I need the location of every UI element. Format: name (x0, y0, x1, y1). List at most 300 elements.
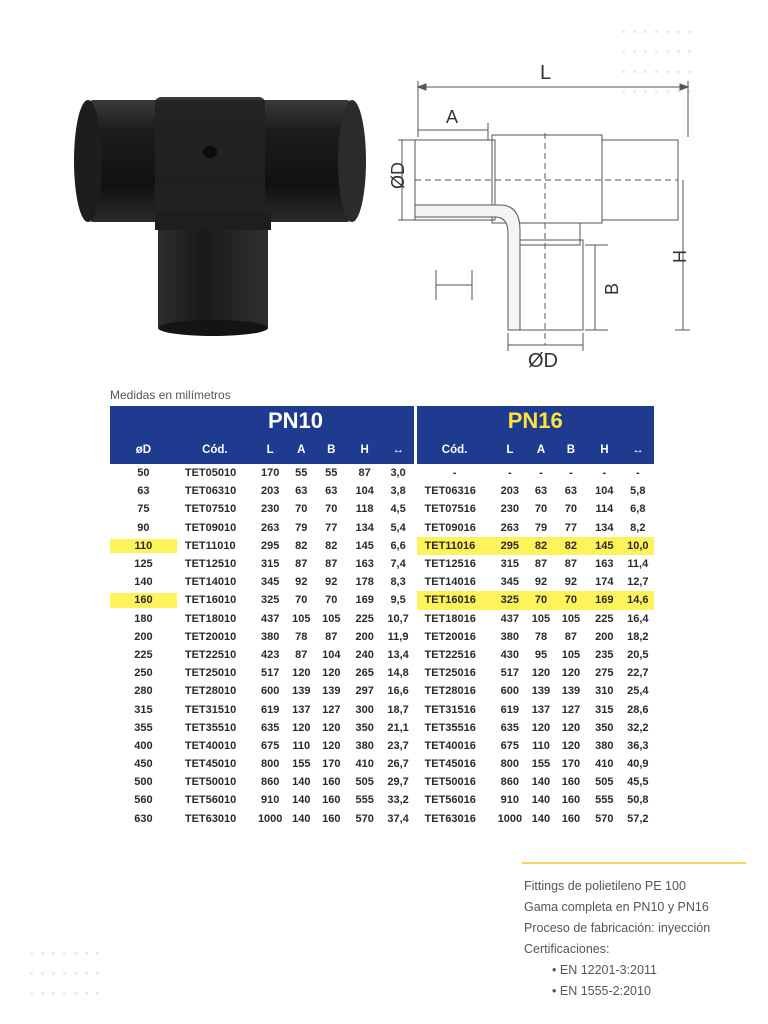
pn16-cell: 105 (561, 612, 581, 625)
pn16-cell: 160 (561, 776, 581, 789)
pn10-col-header: B (315, 436, 347, 464)
pn10-cell: 265 (355, 667, 374, 680)
pn16-cell: 170 (561, 758, 581, 771)
pn10-cell: 380 (355, 739, 374, 752)
od-cell: 500 (134, 776, 153, 789)
col-od-header: øD (110, 436, 177, 464)
pn16-cell: 163 (595, 558, 614, 571)
table-row (110, 810, 654, 828)
pn16-cell: 800 (500, 758, 520, 771)
pn10-cell: 178 (355, 576, 374, 589)
pn10-cell: 325 (261, 594, 280, 607)
pn10-cell: 139 (322, 685, 341, 698)
pn16-cell: 1000 (497, 812, 523, 825)
table-row (110, 755, 654, 773)
pn16-cell: 345 (500, 576, 520, 589)
pn16-cell: 263 (500, 521, 520, 534)
pn16-cell: 87 (564, 630, 578, 643)
pn16-cell: 70 (527, 591, 555, 609)
tee-fitting-technical-drawing (380, 55, 710, 385)
pn16-cell: 78 (534, 630, 548, 643)
pn10-cell: 26,7 (387, 758, 409, 771)
tee-fitting-photo (70, 92, 370, 337)
pn16-cell: 174 (595, 576, 614, 589)
pn10-cell: 104 (322, 648, 341, 661)
pn10-cell: 8,3 (390, 576, 406, 589)
pn16-cell: 20,5 (627, 648, 649, 661)
pn16-cell: 139 (561, 685, 581, 698)
pn10-cell: 37,4 (387, 812, 409, 825)
pn10-cell: 170 (322, 758, 341, 771)
pn10-cell: 70 (295, 503, 308, 516)
table-row (110, 700, 654, 718)
pn16-cell: - (569, 467, 573, 480)
pn16-cell: 82 (527, 537, 555, 555)
pn10-cell: 169 (355, 594, 374, 607)
pn16-cell: 104 (595, 485, 614, 498)
pn16-cell: 139 (531, 685, 551, 698)
pn10-cell: 120 (322, 721, 341, 734)
pn16-cell: 18,2 (627, 630, 649, 643)
pn16-cell: 160 (561, 812, 581, 825)
note-line: Certificaciones: (524, 942, 610, 956)
pn16-cell: 350 (595, 721, 614, 734)
pn10-cell: 87 (325, 558, 338, 571)
pn10-cell: 295 (261, 539, 280, 552)
pn16-cell: 120 (531, 721, 551, 734)
note-line: Proceso de fabricación: inyección (524, 921, 711, 935)
pn10-cell: 423 (261, 648, 280, 661)
pn16-cell: 160 (561, 794, 581, 807)
pn16-cell: 600 (500, 685, 520, 698)
pn16-cell: 127 (561, 703, 581, 716)
pn10-cell: 155 (292, 758, 311, 771)
pn16-cell: - (602, 467, 607, 480)
pn16-cell: TET09016 (424, 521, 476, 534)
od-cell: 560 (134, 794, 153, 807)
pn10-cell: 350 (355, 721, 374, 734)
header-corner (110, 406, 177, 436)
dimensions-table (110, 406, 654, 828)
pn10-col-header: L (253, 436, 288, 464)
pn10-cell: TET14010 (184, 576, 237, 589)
pn16-cell: 45,5 (627, 776, 649, 789)
pn16-cell: 87 (534, 558, 548, 571)
pn16-cell: TET35516 (424, 721, 476, 734)
pn10-cell: 300 (355, 703, 374, 716)
pn16-cell: TET07516 (424, 503, 476, 516)
pn16-cell: 295 (493, 537, 528, 555)
pn16-cell: 105 (561, 648, 581, 661)
pn10-cell: 380 (261, 630, 280, 643)
od-cell: 140 (134, 576, 153, 589)
dim-label-H: H (670, 250, 690, 263)
pn16-col-header: B (555, 436, 587, 464)
pn16-cell: 87 (564, 558, 578, 571)
pn10-cell: 437 (261, 612, 280, 625)
pn10-cell: TET45010 (184, 758, 237, 771)
table-row (110, 791, 654, 809)
pn10-cell: 63 (295, 485, 308, 498)
pn10-cell: 134 (355, 521, 374, 534)
pn16-cell: 275 (595, 667, 614, 680)
pn10-cell: TET63010 (184, 812, 237, 825)
pn10-cell: 11,9 (387, 630, 409, 643)
pn16-cell: 8,2 (630, 521, 646, 534)
pn16-cell: 25,4 (627, 685, 649, 698)
table-row (110, 555, 654, 573)
pn10-cell: TET25010 (184, 667, 237, 680)
pn10-cell: 297 (355, 685, 374, 698)
dim-label-A: A (446, 107, 459, 127)
table-row (110, 537, 654, 555)
pn16-cell: TET16016 (417, 591, 493, 609)
table-row (110, 591, 654, 609)
table-row (110, 737, 654, 755)
pn10-cell: 127 (322, 703, 341, 716)
pn10-cell: 140 (292, 794, 311, 807)
pn10-cell: 63 (325, 485, 338, 498)
pn10-cell: 10,7 (387, 612, 409, 625)
table-row (110, 664, 654, 682)
pn16-cell: - (539, 467, 543, 480)
table-row (110, 610, 654, 628)
pn10-cell: TET56010 (184, 794, 237, 807)
pn10-cell: 55 (325, 467, 338, 480)
pn16-cell: - (508, 467, 512, 480)
pn10-cell: 9,5 (390, 594, 406, 607)
pn16-cell: 570 (595, 812, 614, 825)
pn16-cell: 11,4 (627, 558, 649, 571)
pn10-cell: 77 (325, 521, 338, 534)
pn16-cell: 120 (561, 667, 581, 680)
pn10-cell: 78 (295, 630, 308, 643)
pn10-cell: 92 (325, 576, 338, 589)
pn10-cell: 410 (355, 758, 374, 771)
pn10-cell: 860 (261, 776, 280, 789)
pn10-cell: 145 (355, 539, 374, 552)
pn10-cell: 18,7 (387, 703, 409, 716)
pn10-cell: 1000 (257, 812, 283, 825)
pn10-cell: TET20010 (184, 630, 237, 643)
pn16-cell: TET56016 (424, 794, 476, 807)
pn16-cell: 28,6 (627, 703, 649, 716)
pn10-col-header: ↔ (382, 436, 414, 464)
table-row (110, 482, 654, 500)
pn10-cell: 120 (292, 667, 311, 680)
pn10-cell: 105 (292, 612, 311, 625)
pn16-cell: 63 (534, 485, 548, 498)
pn10-cell: 3,8 (390, 485, 406, 498)
pn16-cell: 10,0 (622, 537, 654, 555)
pn16-cell: 92 (564, 576, 578, 589)
pn10-cell: 225 (355, 612, 374, 625)
pn10-cell: 120 (322, 667, 341, 680)
pn16-cell: 134 (595, 521, 614, 534)
od-cell: 90 (137, 521, 150, 534)
pn16-cell: 82 (555, 537, 587, 555)
pn16-cell: 315 (595, 703, 614, 716)
pn16-cell: 203 (500, 485, 520, 498)
od-cell: 315 (134, 703, 153, 716)
pn10-cell: 345 (261, 576, 280, 589)
pn10-cell: TET11010 (184, 539, 236, 552)
pn16-cell: TET25016 (424, 667, 476, 680)
pn16-cell: 70 (564, 503, 578, 516)
pn16-cell: 225 (595, 612, 614, 625)
pn10-cell: 517 (261, 667, 280, 680)
pn10-cell: 118 (355, 503, 374, 516)
pn10-cell: 120 (322, 739, 341, 752)
od-cell: 75 (137, 503, 150, 516)
pn10-cell: TET22510 (184, 648, 237, 661)
pn16-cell: 675 (500, 739, 520, 752)
dim-label-B: B (602, 282, 622, 295)
pn16-cell: 555 (595, 794, 614, 807)
pn16-cell: 14,6 (622, 591, 654, 609)
pn16-cell: 63 (564, 485, 578, 498)
od-cell: 110 (110, 537, 177, 555)
table-row (110, 500, 654, 518)
table-row (110, 773, 654, 791)
pn10-cell: 230 (261, 503, 280, 516)
pn10-cell: TET31510 (184, 703, 237, 716)
pn10-cell: 92 (295, 576, 308, 589)
pn16-cell: 430 (500, 648, 520, 661)
table-row (110, 573, 654, 591)
pn10-cell: 263 (261, 521, 280, 534)
pn16-title: PN16 (417, 406, 654, 436)
pn16-col-header: ↔ (622, 436, 654, 464)
pn16-cell: 120 (561, 721, 581, 734)
pn10-cell: 140 (292, 812, 311, 825)
pn10-cell: 140 (292, 776, 311, 789)
pn10-cell: 82 (295, 539, 308, 552)
pn16-cell: 79 (534, 521, 548, 534)
dim-label-L: L (540, 62, 552, 84)
pn10-cell: 203 (261, 485, 280, 498)
pn10-cell: 13,4 (387, 648, 409, 661)
pn16-cell: 437 (500, 612, 520, 625)
pn10-cell: TET28010 (184, 685, 237, 698)
pn10-cell: 570 (355, 812, 374, 825)
pn10-cell: 33,2 (387, 794, 409, 807)
pn10-cell: 555 (355, 794, 374, 807)
table-row (110, 628, 654, 646)
pn16-cell: 230 (500, 503, 520, 516)
pn16-cell: 120 (561, 739, 581, 752)
pn16-cell: 57,2 (627, 812, 649, 825)
pn16-cell: - (635, 467, 640, 480)
pn16-cell: - (452, 467, 457, 480)
decorative-dots-bottom-left (30, 952, 170, 1012)
pn16-cell: 310 (595, 685, 614, 698)
pn16-cell: 120 (531, 667, 551, 680)
pn16-cell: TET18016 (424, 612, 476, 625)
pn10-cell: 200 (355, 630, 374, 643)
note-line: Gama completa en PN10 y PN16 (524, 900, 709, 914)
pn10-cell: 16,6 (387, 685, 409, 698)
note-line: Fittings de polietileno PE 100 (524, 879, 686, 893)
pn10-cell: 14,8 (387, 667, 409, 680)
pn10-cell: 87 (295, 648, 308, 661)
pn16-cell: 32,2 (627, 721, 649, 734)
od-cell: 160 (110, 591, 177, 609)
pn10-cell: TET07510 (184, 503, 237, 516)
pn10-cell: 21,1 (387, 721, 409, 734)
pn10-cell: 4,5 (390, 503, 406, 516)
pn16-cell: 169 (587, 591, 622, 609)
pn16-cell: TET12516 (424, 558, 476, 571)
pn16-cell: 22,7 (627, 667, 649, 680)
pn16-cell: 95 (534, 648, 548, 661)
od-cell: 450 (134, 758, 153, 771)
pn16-cell: 380 (500, 630, 520, 643)
pn16-cell: 140 (531, 794, 551, 807)
pn10-cell: 160 (322, 812, 341, 825)
pn10-cell: 675 (261, 739, 280, 752)
pn16-col-header: Cód. (417, 436, 493, 464)
dim-label-OD: ØD (388, 162, 408, 189)
pn16-cell: TET06316 (424, 485, 476, 498)
pn10-cell: TET35510 (184, 721, 237, 734)
pn10-cell: 70 (295, 594, 308, 607)
pn16-cell: 315 (500, 558, 520, 571)
pn16-cell: 380 (595, 739, 614, 752)
pn16-cell: 145 (587, 537, 622, 555)
pn10-cell: TET05010 (184, 467, 237, 480)
pn10-cell: TET09010 (184, 521, 237, 534)
pn16-cell: TET45016 (424, 758, 476, 771)
od-cell: 355 (134, 721, 153, 734)
pn16-cell: 110 (532, 739, 550, 752)
pn10-cell: 635 (261, 721, 280, 734)
pn16-cell: 410 (595, 758, 614, 771)
pn16-cell: 505 (595, 776, 614, 789)
pn16-cell: 6,8 (630, 503, 646, 516)
pn16-cell: TET40016 (424, 739, 476, 752)
pn10-cell: 160 (322, 794, 341, 807)
pn16-cell: TET63016 (424, 812, 476, 825)
pn16-col-header: L (493, 436, 528, 464)
pn10-cell: 163 (355, 558, 374, 571)
pn10-cell: 170 (261, 467, 280, 480)
pn10-cell: TET16010 (184, 594, 237, 607)
pn16-cell: 77 (564, 521, 578, 534)
pn10-cell: 70 (325, 503, 338, 516)
pn10-cell: 110 (292, 739, 311, 752)
pn10-cell: 87 (358, 467, 371, 480)
pn10-cell: 137 (292, 703, 311, 716)
pn16-cell: 12,7 (627, 576, 649, 589)
pn10-cell: 910 (261, 794, 280, 807)
pn10-cell: 240 (355, 648, 374, 661)
pn16-cell: 140 (531, 812, 551, 825)
od-cell: 280 (134, 685, 153, 698)
pn10-col-header: A (287, 436, 315, 464)
units-caption: Medidas en milímetros (110, 388, 231, 402)
od-cell: 225 (134, 648, 153, 661)
pn10-cell: 79 (295, 521, 308, 534)
table-row (110, 719, 654, 737)
table-row (110, 464, 654, 482)
pn16-cell: TET28016 (424, 685, 476, 698)
table-row (110, 519, 654, 537)
pn10-cell: 5,4 (390, 521, 406, 534)
notes-divider (522, 862, 746, 864)
pn16-cell: TET50016 (424, 776, 476, 789)
pn16-cell: 105 (531, 612, 551, 625)
pn16-cell: 155 (531, 758, 551, 771)
pn10-cell: 505 (355, 776, 374, 789)
od-cell: 63 (137, 485, 150, 498)
pn10-cell: 600 (261, 685, 280, 698)
pn10-cell: 87 (295, 558, 308, 571)
cert-item: • EN 1555-2:2010 (552, 984, 651, 998)
pn16-cell: 910 (500, 794, 520, 807)
pn10-cell: 82 (325, 539, 338, 552)
pn10-title: PN10 (177, 406, 414, 436)
pn16-cell: 140 (531, 776, 551, 789)
pn16-cell: 92 (534, 576, 548, 589)
pn10-cell: 800 (261, 758, 280, 771)
pn10-cell: TET18010 (184, 612, 237, 625)
pn10-cell: TET12510 (184, 558, 237, 571)
pn16-cell: TET22516 (424, 648, 476, 661)
od-cell: 50 (137, 467, 150, 480)
pn10-cell: TET06310 (184, 485, 237, 498)
pn16-cell: 860 (500, 776, 520, 789)
pn16-cell: 619 (500, 703, 520, 716)
pn16-cell: 114 (595, 503, 614, 516)
pn16-cell: 137 (531, 703, 551, 716)
pn16-cell: TET14016 (424, 576, 476, 589)
pn16-col-header: H (587, 436, 622, 464)
cert-label: EN 12201-3:2011 (559, 963, 657, 977)
pn10-cell: 55 (295, 467, 308, 480)
pn16-cell: TET31516 (424, 703, 476, 716)
pn10-cell: 70 (325, 594, 338, 607)
pn16-cell: 36,3 (627, 739, 649, 752)
od-cell: 400 (134, 739, 153, 752)
od-cell: 200 (134, 630, 153, 643)
pn10-cell: 6,6 (390, 539, 406, 552)
cert-label: EN 1555-2:2010 (559, 984, 651, 998)
pn10-cell: TET50010 (184, 776, 237, 789)
pn10-cell: 29,7 (387, 776, 409, 789)
pn16-cell: 635 (500, 721, 520, 734)
pn10-cell: 7,4 (390, 558, 406, 571)
pn10-cell: 104 (355, 485, 374, 498)
pn10-cell: 105 (322, 612, 341, 625)
pn10-cell: TET40010 (184, 739, 237, 752)
dim-label-OD-bottom: ØD (528, 350, 558, 372)
pn10-cell: 120 (292, 721, 311, 734)
pn10-col-header: H (347, 436, 382, 464)
pn16-cell: 517 (500, 667, 520, 680)
pn16-cell: 200 (595, 630, 614, 643)
pn16-cell: 325 (493, 591, 528, 609)
pn10-col-header: Cód. (177, 436, 253, 464)
pn16-cell: 40,9 (627, 758, 649, 771)
pn16-cell: 5,8 (630, 485, 646, 498)
pn10-cell: 619 (261, 703, 280, 716)
table-row (110, 646, 654, 664)
pn10-cell: 87 (325, 630, 338, 643)
pn10-cell: 160 (322, 776, 341, 789)
pn10-cell: 315 (261, 558, 280, 571)
od-cell: 630 (134, 812, 153, 825)
